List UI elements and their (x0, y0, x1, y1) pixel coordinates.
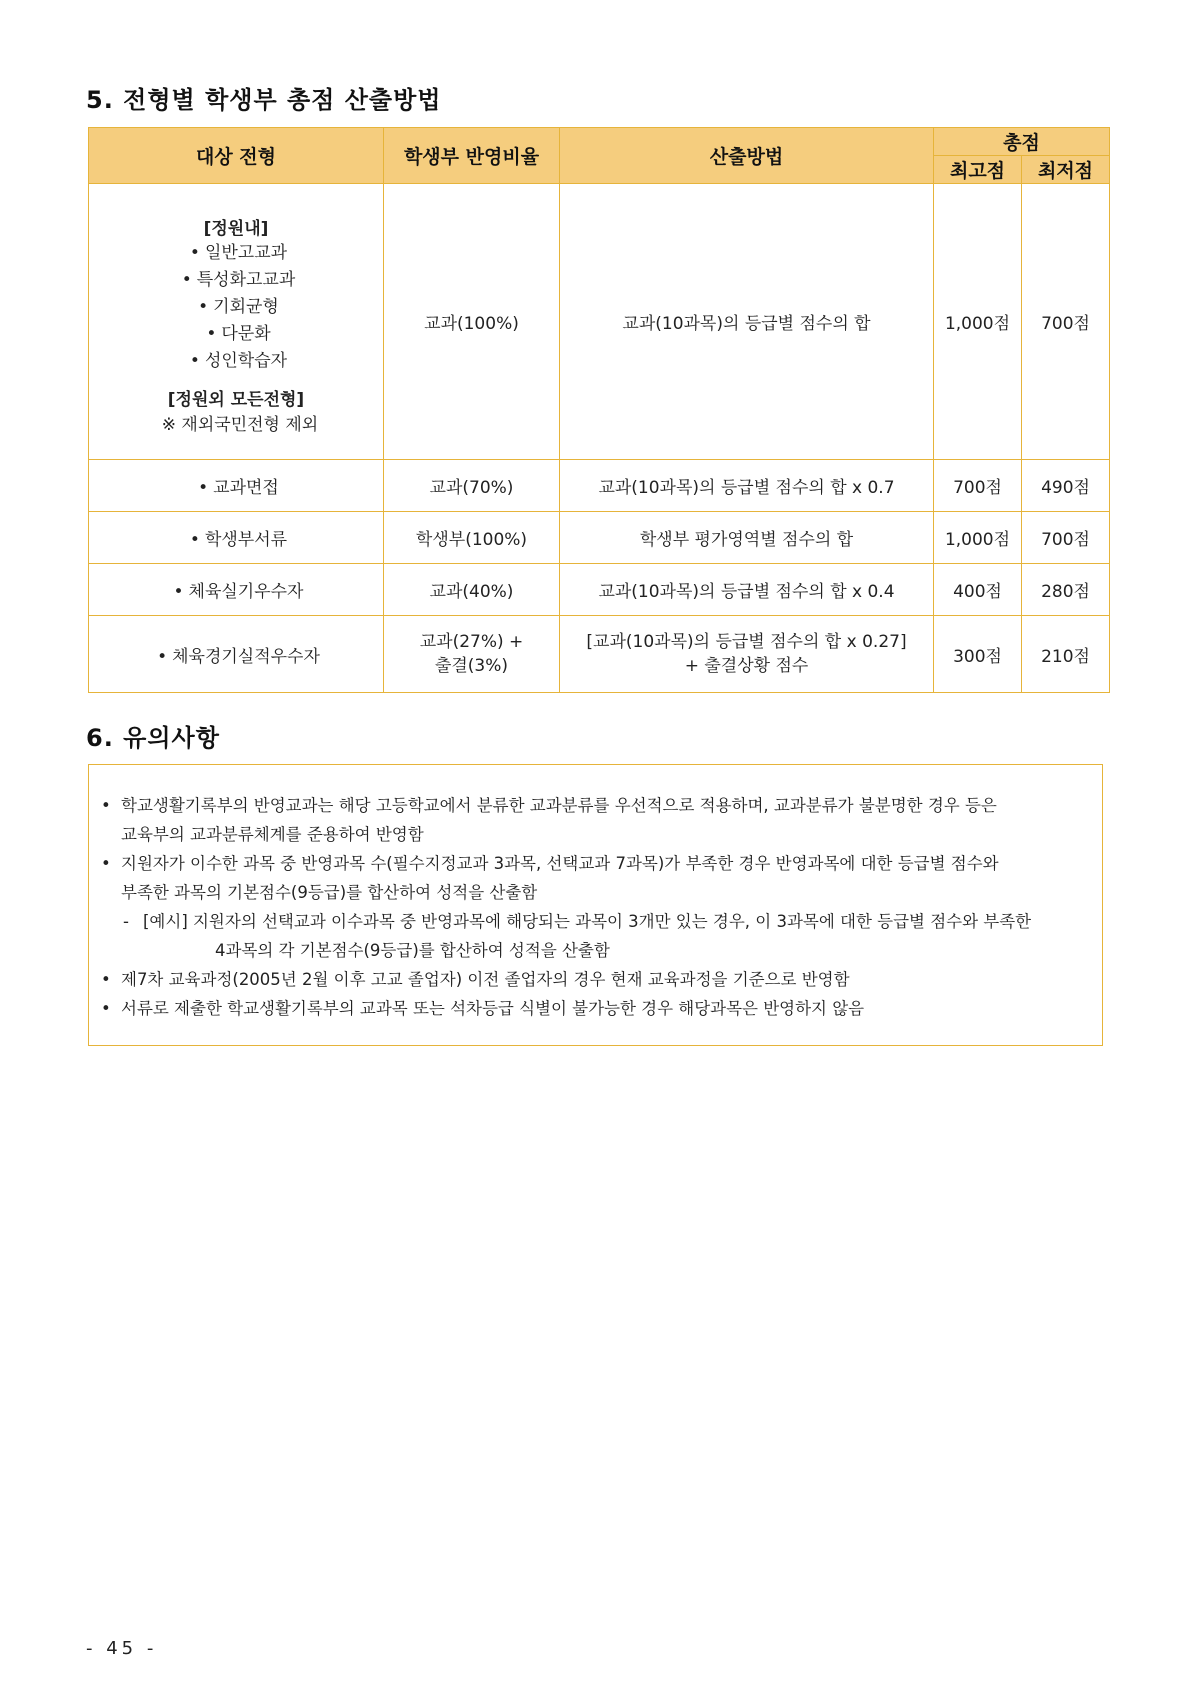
header-max: 최고점 (934, 156, 1022, 184)
group-label-regular: [정원내] (203, 218, 269, 239)
section-6-title: 6. 유의사항 (86, 724, 220, 752)
bullet-icon: • (198, 296, 209, 317)
bullet-icon: • (181, 269, 192, 290)
notice-item: • 학교생활기록부의 반영교과는 해당 고등학교에서 분류한 교과분류를 우선적으로 적용하며, 교과분류가 불분명한 경우 등은 교육부의 교과분류체계를 준용하여 반영함 (99, 791, 1088, 849)
group-label-extra: [정원외 모든전형] (167, 389, 305, 410)
bullet-icon: • (157, 646, 168, 667)
ratio-cell: 교과(40%) (384, 564, 560, 616)
header-ratio: 학생부 반영비율 (384, 128, 560, 184)
max-score-cell: 700점 (934, 460, 1022, 512)
target-cell (89, 184, 384, 460)
notice-item: • 서류로 제출한 학교생활기록부의 교과목 또는 석차등급 식별이 불가능한 경우 해당과목은 반영하지 않음 (99, 994, 1088, 1023)
target-cell: • 체육경기실적우수자 (89, 616, 384, 693)
min-score-cell: 210점 (1022, 616, 1110, 693)
bullet-icon: • (101, 854, 111, 873)
regular-track-list (93, 243, 379, 371)
max-score-cell: 1,000점 (934, 512, 1022, 564)
table-row (89, 460, 1110, 512)
target-cell: • 학생부서류 (89, 512, 384, 564)
min-score-cell: 490점 (1022, 460, 1110, 512)
method-cell: 교과(10과목)의 등급별 점수의 합 (560, 184, 934, 460)
bullet-icon: • (198, 478, 209, 498)
ratio-line: 교과(27%) + (419, 632, 524, 652)
page-number: - 45 - (86, 1638, 158, 1659)
notice-item: • 지원자가 이수한 과목 중 반영과목 수(필수지정교과 3과목, 선택교과 7과목)가 부족한 경우 반영과목에 대한 등급별 점수와 부족한 과목의 기본점수(9등급)를 합산하여 성적을 산출함 (99, 849, 1088, 907)
header-target: 대상 전형 (89, 128, 384, 184)
table-row (89, 616, 1110, 693)
max-score-cell: 1,000점 (934, 184, 1022, 460)
table-row (89, 564, 1110, 616)
bullet-icon: • (189, 350, 200, 371)
notice-item: • 제7차 교육과정(2005년 2월 이후 고교 졸업자) 이전 졸업자의 경우 현재 교육과정을 기준으로 반영함 (99, 965, 1088, 994)
bullet-icon: • (206, 323, 217, 344)
header-method: 산출방법 (560, 128, 934, 184)
ratio-cell: 학생부(100%) (384, 512, 560, 564)
min-score-cell: 700점 (1022, 512, 1110, 564)
target-cell: • 체육실기우수자 (89, 564, 384, 616)
method-cell: 학생부 평가영역별 점수의 합 (560, 512, 934, 564)
table-row (89, 512, 1110, 564)
table-row (89, 184, 1110, 460)
section-5-title: 5. 전형별 학생부 총점 산출방법 (86, 86, 442, 114)
notice-example: - [예시] 지원자의 선택교과 이수과목 중 반영과목에 해당되는 과목이 3개만 있는 경우, 이 3과목에 대한 등급별 점수와 부족한 4과목의 각 기본점수(9등급)를 합산하여 성적을 산출함 (99, 907, 1088, 965)
list-item: • 성인학습자 (93, 351, 379, 371)
method-cell: 교과(10과목)의 등급별 점수의 합 x 0.7 (560, 460, 934, 512)
min-score-cell: 280점 (1022, 564, 1110, 616)
min-score-cell: 700점 (1022, 184, 1110, 460)
bullet-icon: • (101, 796, 111, 815)
list-item: • 다문화 (93, 324, 379, 344)
method-cell (560, 616, 934, 693)
target-cell: • 교과면접 (89, 460, 384, 512)
method-cell: 교과(10과목)의 등급별 점수의 합 x 0.4 (560, 564, 934, 616)
bullet-icon: • (173, 582, 184, 602)
score-calculation-table (88, 127, 1110, 693)
list-item: • 특성화고교과 (93, 270, 379, 290)
method-line: + 출결상황 점수 (684, 656, 809, 676)
bullet-icon: • (101, 999, 111, 1018)
list-item: • 기회균형 (93, 297, 379, 317)
ratio-line: 출결(3%) (434, 656, 509, 676)
header-min: 최저점 (1022, 156, 1110, 184)
list-item: • 일반고교과 (93, 243, 379, 263)
exclusion-note: ※ 재외국민전형 제외 (161, 414, 319, 435)
ratio-cell: 교과(70%) (384, 460, 560, 512)
notice-box (88, 764, 1103, 1046)
bullet-icon: • (189, 530, 200, 550)
header-total: 총점 (934, 128, 1110, 156)
ratio-cell (384, 616, 560, 693)
ratio-cell: 교과(100%) (384, 184, 560, 460)
bullet-icon: • (189, 242, 200, 263)
max-score-cell: 400점 (934, 564, 1022, 616)
dash-icon: - (123, 912, 129, 931)
max-score-cell: 300점 (934, 616, 1022, 693)
method-line: [교과(10과목)의 등급별 점수의 합 x 0.27] (586, 632, 907, 652)
bullet-icon: • (101, 970, 111, 989)
